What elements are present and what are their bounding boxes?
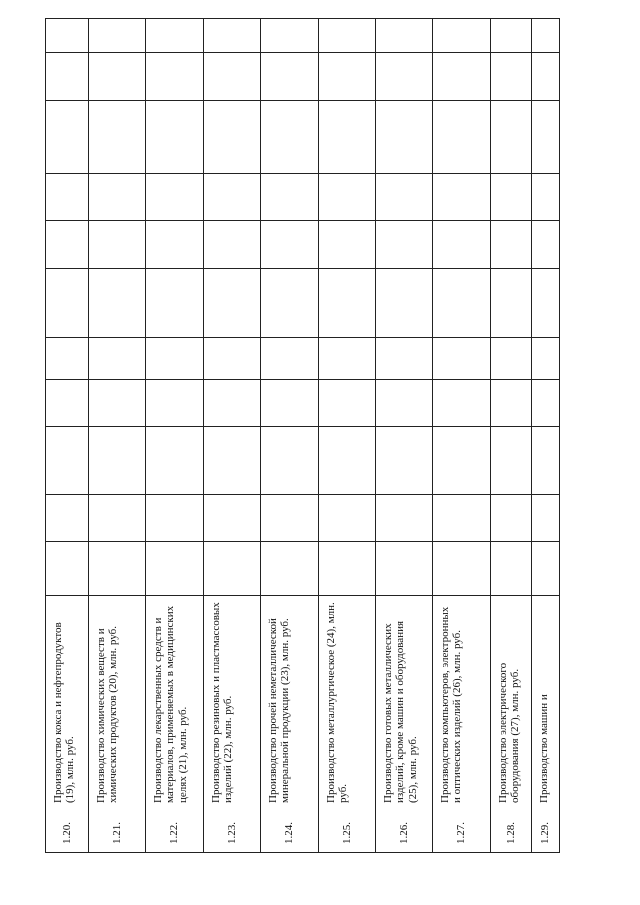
table-cell-empty [46, 174, 88, 220]
table-cell-empty [46, 495, 88, 541]
table-cell-empty [433, 427, 490, 494]
table-cell-empty [319, 221, 375, 268]
table-cell-empty [146, 338, 203, 379]
table-cell-empty [146, 269, 203, 337]
table-cell-empty [319, 101, 375, 173]
row-description: Производство прочей неметаллической минеральной продукции (23), млн. руб. [267, 618, 292, 803]
table-cell-empty [433, 101, 490, 173]
table-cell-empty [146, 495, 203, 541]
table-cell-empty [89, 19, 145, 52]
row-description: Производство компьютеров, электронных и оптических изделий (26), млн. руб. [439, 606, 464, 803]
table-cell-empty [46, 221, 88, 268]
table-cell-empty [376, 269, 432, 337]
table-cell-empty [204, 101, 260, 173]
table-rule-vertical [559, 18, 560, 853]
row-number: 1.20. [60, 822, 73, 844]
table-cell-empty [319, 174, 375, 220]
table-cell-empty [204, 380, 260, 426]
table-cell-empty [319, 269, 375, 337]
table-cell-empty [46, 53, 88, 100]
table-cell-empty [146, 174, 203, 220]
table-cell-empty [491, 174, 531, 220]
table-cell-empty [491, 53, 531, 100]
table-cell-empty [204, 53, 260, 100]
table-cell-empty [261, 427, 318, 494]
table-cell-empty [46, 427, 88, 494]
row-description: Производство химических веществ и химических продуктов (20), млн. руб. [95, 626, 120, 803]
table-cell-empty [204, 427, 260, 494]
table-cell-empty [89, 495, 145, 541]
table-cell-empty [319, 53, 375, 100]
table-cell-empty [491, 101, 531, 173]
table-cell-empty [204, 19, 260, 52]
row-description: Производство готовых металлических изделий, кроме машин и оборудования (25), млн. руб. [382, 620, 419, 803]
table-cell-empty [319, 427, 375, 494]
table-cell-empty [433, 221, 490, 268]
table-cell-empty [261, 174, 318, 220]
table-cell-empty [319, 495, 375, 541]
table-cell-empty [204, 221, 260, 268]
table-cell-empty [532, 53, 559, 100]
table-cell-empty [146, 101, 203, 173]
table-cell-empty [146, 427, 203, 494]
table-cell-empty [204, 338, 260, 379]
table-cell-empty [433, 53, 490, 100]
table-cell-empty [89, 269, 145, 337]
table-cell-empty [376, 338, 432, 379]
row-description: Производство металлургическое (24), млн. руб. [325, 602, 350, 803]
table-cell-empty [89, 221, 145, 268]
table-cell-empty [376, 19, 432, 52]
row-number: 1.21. [110, 822, 123, 844]
table-cell-empty [433, 380, 490, 426]
table-cell-empty [146, 221, 203, 268]
table-cell-empty [433, 19, 490, 52]
row-description: Производство лекарственных средств и материалов, применяемых в медицинских целях (21), млн. руб. [152, 605, 189, 803]
row-number: 1.22. [168, 822, 180, 844]
table-cell-empty [261, 338, 318, 379]
table-cell-empty [532, 221, 559, 268]
table-cell-empty [532, 174, 559, 220]
table-cell-empty [376, 495, 432, 541]
table-rule-horizontal [45, 541, 560, 542]
table-cell-empty [204, 495, 260, 541]
table-cell-empty [89, 338, 145, 379]
table-cell-empty [491, 269, 531, 337]
table-cell-empty [532, 427, 559, 494]
table-cell-empty [261, 101, 318, 173]
table-cell-empty [146, 19, 203, 52]
table-cell-empty [261, 269, 318, 337]
row-description: Производство кокса и нефтепродуктов (19), млн. руб. [52, 622, 77, 803]
row-number: 1.27. [455, 822, 467, 844]
table-cell-empty [376, 53, 432, 100]
table-cell-empty [89, 101, 145, 173]
row-number: 1.24. [283, 822, 295, 844]
table-cell-empty [261, 19, 318, 52]
row-description: Производство резиновых и пластмассовых изделий (22), млн. руб. [210, 602, 235, 803]
table-cell-empty [491, 19, 531, 52]
table-cell-empty [376, 427, 432, 494]
table-cell-empty [46, 269, 88, 337]
row-number: 1.25. [340, 822, 353, 844]
table-rule-horizontal [45, 852, 560, 853]
row-description: Производство машин и [538, 694, 550, 803]
table-cell-empty [376, 221, 432, 268]
table-cell-empty [261, 380, 318, 426]
table-cell-empty [46, 338, 88, 379]
table-cell-empty [532, 380, 559, 426]
table-cell-empty [89, 427, 145, 494]
table-cell-empty [261, 495, 318, 541]
table-cell-empty [146, 380, 203, 426]
table-cell-empty [376, 174, 432, 220]
table-cell-empty [491, 221, 531, 268]
table-cell-empty [319, 19, 375, 52]
table-cell-empty [46, 19, 88, 52]
table-cell-empty [89, 53, 145, 100]
table-cell-empty [532, 338, 559, 379]
row-number: 1.29. [539, 822, 551, 844]
table-cell-empty [532, 19, 559, 52]
table-cell-empty [433, 269, 490, 337]
table-cell-empty [319, 338, 375, 379]
table-cell-empty [261, 221, 318, 268]
table-cell-empty [491, 495, 531, 541]
table-rule-horizontal [45, 595, 560, 596]
table-cell-empty [491, 427, 531, 494]
row-number: 1.26. [397, 822, 410, 844]
table-cell-empty [146, 53, 203, 100]
table-cell-empty [491, 380, 531, 426]
table-cell-empty [89, 174, 145, 220]
table-cell-empty [261, 53, 318, 100]
table-cell-empty [433, 338, 490, 379]
table-cell-empty [46, 380, 88, 426]
table-cell-empty [319, 380, 375, 426]
table-cell-empty [532, 269, 559, 337]
table-cell-empty [433, 495, 490, 541]
row-number: 1.28. [504, 822, 517, 844]
row-number: 1.23. [225, 822, 238, 844]
table-cell-empty [376, 101, 432, 173]
table-cell-empty [376, 380, 432, 426]
row-description: Производство электрического оборудования (27), млн. руб. [497, 662, 522, 803]
table-cell-empty [532, 101, 559, 173]
table-cell-empty [204, 174, 260, 220]
table-cell-empty [89, 380, 145, 426]
table-cell-empty [46, 101, 88, 173]
table-cell-empty [433, 174, 490, 220]
table-cell-empty [491, 338, 531, 379]
table-cell-empty [532, 495, 559, 541]
table-cell-empty [204, 269, 260, 337]
